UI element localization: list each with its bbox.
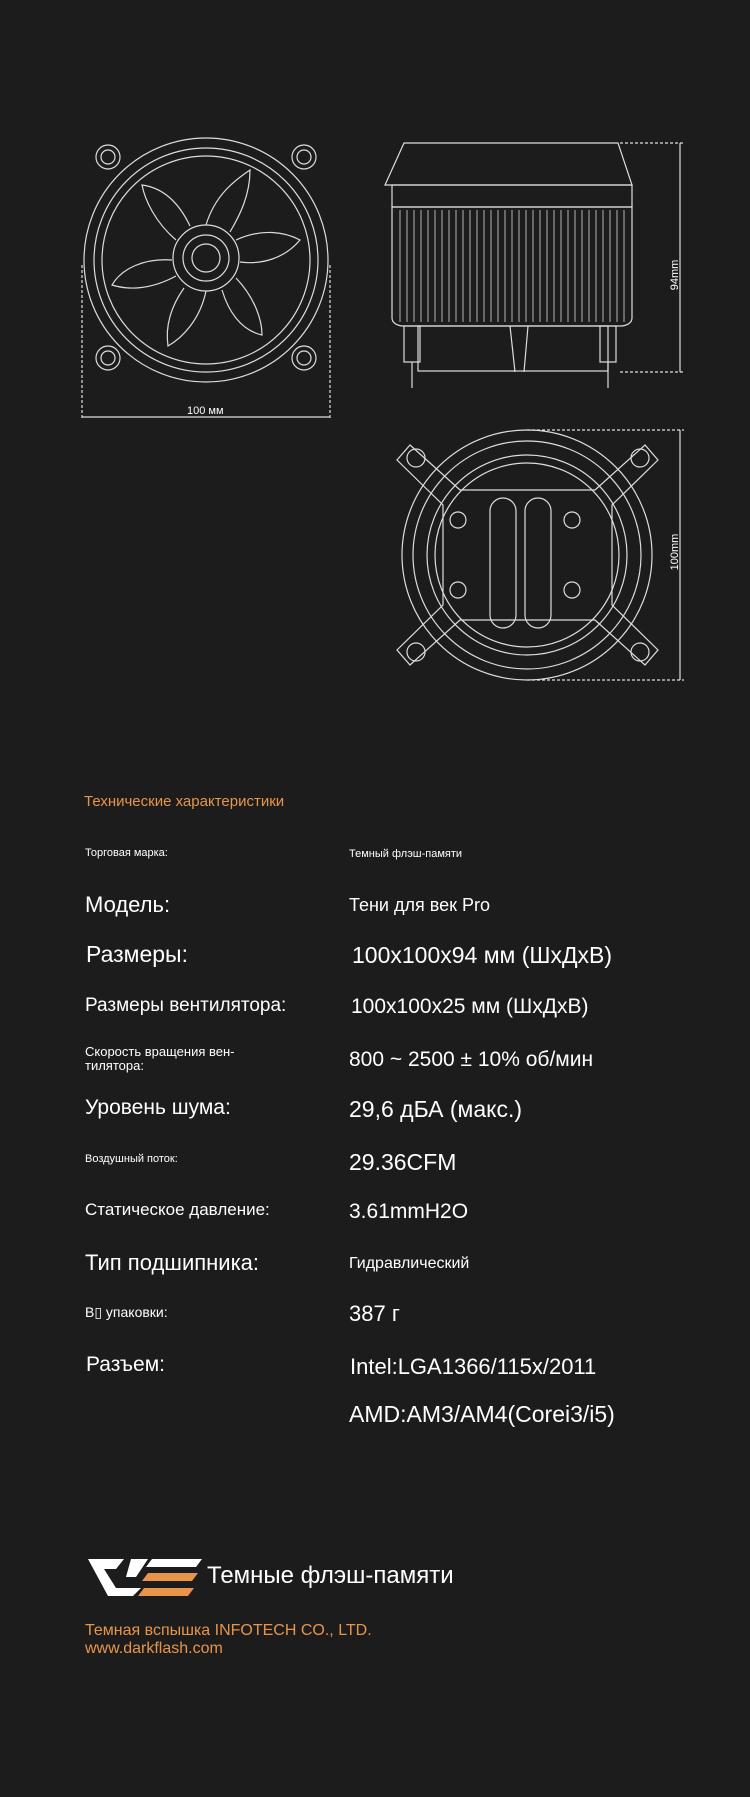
company-info: Темная вспышка INFOTECH CO., LTD. www.darkflash.com: [85, 1622, 372, 1657]
spec-value: 800 ~ 2500 ± 10% об/мин: [349, 1048, 594, 1071]
spec-value: Гидравлический: [349, 1255, 470, 1272]
spec-value: AMD:AM3/AM4(Corei3/i5): [349, 1401, 615, 1427]
heatsink-fins: [400, 210, 624, 322]
spec-label: В▯ упаковки:: [85, 1304, 168, 1320]
spec-value: Intel:LGA1366/115x/2011: [350, 1354, 597, 1379]
spec-value: 387 г: [349, 1301, 400, 1326]
brand-name: Темные флэш-памяти: [207, 1562, 454, 1589]
front-view-drawing: [82, 138, 330, 420]
spec-value: 29,6 дБА (макс.): [349, 1096, 523, 1122]
spec-label: Модель:: [85, 892, 171, 917]
spec-label: Статическое давление:: [85, 1200, 270, 1219]
spec-label: Размеры:: [86, 941, 188, 967]
front-width-label: 100 мм: [187, 405, 224, 417]
side-height-label: 94mm: [669, 259, 681, 291]
fan-blades: [112, 170, 300, 346]
spec-label: Воздушный поток:: [85, 1153, 178, 1165]
technical-drawings: [0, 0, 750, 700]
spec-label: Скорость вращения вен-тилятора:: [85, 1044, 235, 1073]
bottom-view-drawing: [397, 430, 684, 680]
spec-value: 100x100x94 мм (ШхДхВ): [352, 942, 613, 968]
spec-label: Разъем:: [86, 1353, 165, 1376]
specs-title: Технические характеристики: [84, 793, 285, 810]
spec-label: Размеры вентилятора:: [85, 995, 287, 1016]
spec-label: Тип подшипника:: [85, 1250, 260, 1275]
spec-value: 29.36CFM: [349, 1149, 457, 1175]
bottom-width-label: 100mm: [669, 533, 681, 571]
spec-label: Уровень шума:: [85, 1096, 231, 1119]
spec-label: Торговая марка:: [85, 847, 168, 859]
spec-value: 3.61mmH2O: [349, 1200, 469, 1223]
spec-value: Тени для век Pro: [349, 895, 491, 915]
spec-value: Темный флэш-памяти: [349, 848, 463, 860]
side-view-drawing: [385, 143, 684, 388]
darkflash-logo-icon: [86, 1555, 206, 1600]
spec-value: 100x100x25 мм (ШхДхВ): [351, 995, 589, 1018]
